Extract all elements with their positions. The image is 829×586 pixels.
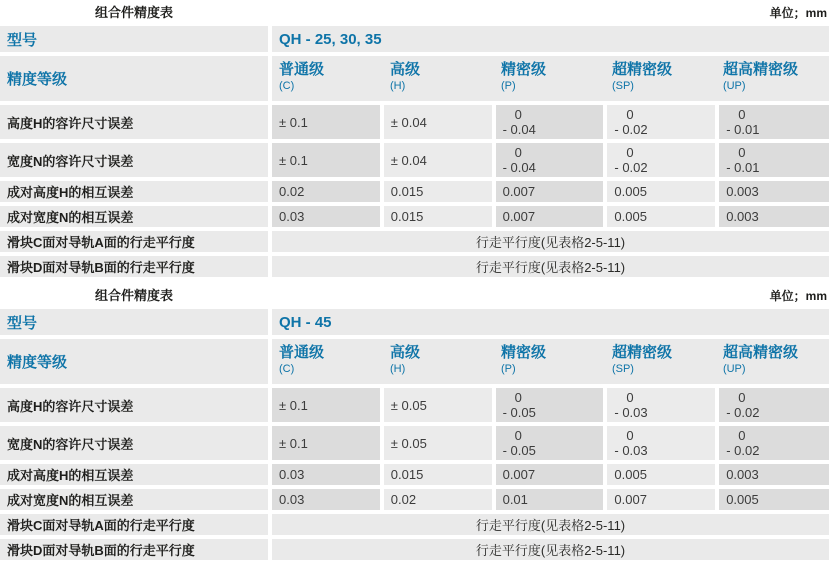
model-value: QH - 45 [272, 309, 829, 335]
parallelism-value: 行走平行度(见表格2-5-11) [272, 514, 829, 535]
table-row-pair-width-error [0, 206, 829, 227]
value-cell [496, 105, 604, 139]
tolerance-range: 0 - 0.02 [726, 390, 760, 420]
value-cell: 0.003 [719, 464, 829, 485]
value-cell: 0.003 [719, 206, 829, 227]
row-label: 高度H的容许尺寸误差 [0, 388, 268, 422]
grade-header-label: 精度等级 [0, 339, 268, 384]
row-values [272, 426, 829, 460]
precision-table-qh-45 [0, 289, 829, 560]
grade-code: (P) [500, 80, 516, 92]
row-values [272, 489, 829, 510]
row-values [272, 206, 829, 227]
grade-column-high [383, 339, 494, 384]
model-label: 型号 [0, 309, 268, 335]
grade-code: (H) [389, 80, 406, 92]
tolerance-range: 0 - 0.02 [614, 145, 648, 175]
model-row [0, 26, 829, 52]
value-cell: 0.005 [719, 489, 829, 510]
unit-label: 单位；mm [769, 289, 827, 303]
value-cell [719, 143, 829, 177]
value-cell: ± 0.04 [384, 143, 492, 177]
grade-code: (H) [389, 363, 406, 375]
parallelism-value: 行走平行度(见表格2-5-11) [272, 231, 829, 252]
value-cell: 0.03 [272, 464, 380, 485]
row-label: 滑块C面对导轨A面的行走平行度 [0, 514, 268, 535]
model-label: 型号 [0, 26, 268, 52]
grade-name: 精密级 [500, 344, 546, 361]
parallelism-row-c-a [0, 231, 829, 252]
value-cell: 0.007 [496, 464, 604, 485]
grade-header-row [0, 56, 829, 101]
parallelism-row-d-b [0, 539, 829, 560]
tolerance-range: 0 - 0.01 [726, 145, 760, 175]
value-cell: ± 0.05 [384, 426, 492, 460]
grade-column-high [383, 56, 494, 101]
parallelism-value: 行走平行度(见表格2-5-11) [272, 256, 829, 277]
row-label: 成对高度H的相互误差 [0, 464, 268, 485]
grade-column-super-precision [605, 56, 716, 101]
tolerance-range: 0 - 0.04 [502, 145, 536, 175]
grade-columns [272, 339, 829, 384]
parallelism-row-c-a [0, 514, 829, 535]
grade-column-normal [272, 339, 383, 384]
table-caption [0, 6, 829, 21]
parallelism-row-d-b [0, 256, 829, 277]
grade-name: 高级 [389, 61, 420, 78]
tolerance-range: 0 - 0.02 [726, 428, 760, 458]
table-title: 组合件精度表 [94, 5, 173, 20]
grade-name: 高级 [389, 344, 420, 361]
value-cell: ± 0.05 [384, 388, 492, 422]
value-cell [496, 426, 604, 460]
table-row-pair-height-error [0, 181, 829, 202]
grade-column-ultra-precision [716, 339, 829, 384]
value-cell: 0.01 [496, 489, 604, 510]
tolerance-range: 0 - 0.05 [502, 428, 536, 458]
tolerance-range: 0 - 0.03 [614, 428, 648, 458]
value-cell [607, 426, 715, 460]
value-cell: 0.03 [272, 206, 380, 227]
grade-name: 超高精密级 [722, 61, 798, 78]
grade-code: (UP) [722, 80, 746, 92]
table-title: 组合件精度表 [94, 288, 173, 303]
unit-label: 单位；mm [769, 6, 827, 20]
grade-header-label: 精度等级 [0, 56, 268, 101]
value-cell: 0.005 [607, 464, 715, 485]
value-cell: 0.005 [607, 206, 715, 227]
table-row-width-tolerance [0, 426, 829, 460]
value-cell: 0.03 [272, 489, 380, 510]
grade-name: 超高精密级 [722, 344, 798, 361]
value-cell [719, 388, 829, 422]
row-label: 滑块D面对导轨B面的行走平行度 [0, 256, 268, 277]
model-row [0, 309, 829, 335]
row-label: 宽度N的容许尺寸误差 [0, 143, 268, 177]
value-cell: ± 0.1 [272, 388, 380, 422]
precision-table-qh-25-30-35 [0, 6, 829, 277]
grade-column-precision [494, 56, 605, 101]
table-row-pair-height-error [0, 464, 829, 485]
value-cell: ± 0.1 [272, 143, 380, 177]
row-label: 高度H的容许尺寸误差 [0, 105, 268, 139]
row-values [272, 464, 829, 485]
grade-name: 超精密级 [611, 344, 672, 361]
grade-column-ultra-precision [716, 56, 829, 101]
value-cell [496, 388, 604, 422]
grade-code: (UP) [722, 363, 746, 375]
row-values [272, 181, 829, 202]
row-label: 成对宽度N的相互误差 [0, 489, 268, 510]
value-cell: ± 0.1 [272, 105, 380, 139]
value-cell: ± 0.04 [384, 105, 492, 139]
value-cell: 0.015 [384, 464, 492, 485]
value-cell: ± 0.1 [272, 426, 380, 460]
grade-columns [272, 56, 829, 101]
model-value: QH - 25, 30, 35 [272, 26, 829, 52]
value-cell: 0.02 [272, 181, 380, 202]
grade-code: (SP) [611, 363, 634, 375]
value-cell: 0.015 [384, 181, 492, 202]
value-cell [607, 105, 715, 139]
value-cell [607, 143, 715, 177]
grade-code: (P) [500, 363, 516, 375]
grade-code: (C) [279, 363, 295, 375]
value-cell: 0.005 [607, 181, 715, 202]
row-label: 宽度N的容许尺寸误差 [0, 426, 268, 460]
grade-column-super-precision [605, 339, 716, 384]
tolerance-range: 0 - 0.02 [614, 107, 648, 137]
parallelism-value: 行走平行度(见表格2-5-11) [272, 539, 829, 560]
row-label: 成对宽度N的相互误差 [0, 206, 268, 227]
value-cell: 0.02 [384, 489, 492, 510]
value-cell: 0.007 [496, 206, 604, 227]
tolerance-range: 0 - 0.01 [726, 107, 760, 137]
value-cell: 0.015 [384, 206, 492, 227]
table-row-height-tolerance [0, 105, 829, 139]
value-cell [496, 143, 604, 177]
value-cell [607, 388, 715, 422]
row-values [272, 143, 829, 177]
value-cell: 0.003 [719, 181, 829, 202]
table-row-width-tolerance [0, 143, 829, 177]
grade-code: (SP) [611, 80, 634, 92]
grade-name: 精密级 [500, 61, 546, 78]
table-row-height-tolerance [0, 388, 829, 422]
grade-column-normal [272, 56, 383, 101]
value-cell [719, 105, 829, 139]
catalog-page [0, 6, 829, 586]
grade-header-row [0, 339, 829, 384]
grade-name: 普通级 [279, 61, 325, 78]
value-cell: 0.007 [607, 489, 715, 510]
row-label: 滑块C面对导轨A面的行走平行度 [0, 231, 268, 252]
table-row-pair-width-error [0, 489, 829, 510]
row-label: 成对高度H的相互误差 [0, 181, 268, 202]
row-label: 滑块D面对导轨B面的行走平行度 [0, 539, 268, 560]
grade-code: (C) [279, 80, 295, 92]
row-values [272, 105, 829, 139]
grade-name: 普通级 [279, 344, 325, 361]
value-cell: 0.007 [496, 181, 604, 202]
value-cell [719, 426, 829, 460]
tolerance-range: 0 - 0.03 [614, 390, 648, 420]
table-caption [0, 289, 829, 304]
row-values [272, 388, 829, 422]
tolerance-range: 0 - 0.05 [502, 390, 536, 420]
grade-name: 超精密级 [611, 61, 672, 78]
tolerance-range: 0 - 0.04 [502, 107, 536, 137]
grade-column-precision [494, 339, 605, 384]
